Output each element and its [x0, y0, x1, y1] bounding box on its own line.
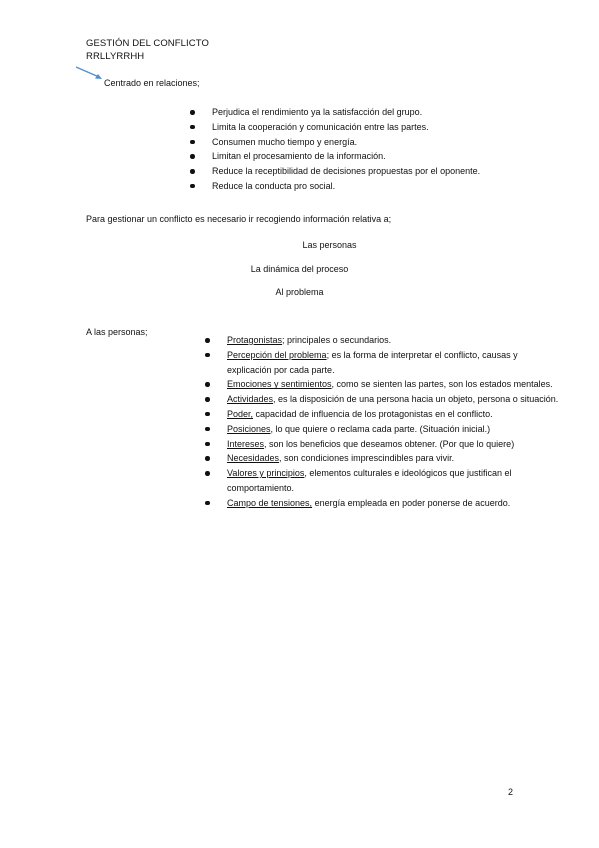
header-title: GESTIÓN DEL CONFLICTO — [86, 38, 209, 49]
list-item: Reduce la receptibilidad de decisiones propuestas por el oponente. — [188, 164, 548, 179]
section1-label: Centrado en relaciones; — [104, 78, 200, 88]
term: Percepción del problema — [227, 349, 327, 360]
definition: , son los beneficios que deseamos obtener. (Por que lo quiere) — [264, 438, 515, 449]
list-item — [203, 437, 563, 452]
header-subtitle: RRLLYRRHH — [86, 51, 145, 62]
definition: , lo que quiere o reclama cada parte. (Situación inicial.) — [270, 423, 491, 434]
definition: capacidad de influencia de los protagonistas en el conflicto. — [253, 408, 493, 419]
list-item: Perjudica el rendimiento ya la satisfacción del grupo. — [188, 105, 548, 120]
list-item: Limitan el procesamiento de la información. — [188, 149, 548, 164]
section1-bullet-list — [188, 105, 548, 194]
arrow-icon — [75, 66, 105, 82]
intro-paragraph: Para gestionar un conflicto es necesario ir recogiendo información relativa a; — [86, 214, 392, 224]
term: Necesidades — [227, 453, 280, 464]
list-item — [203, 451, 563, 466]
list-item — [203, 348, 563, 378]
centered-item-dinamica: La dinámica del proceso — [250, 264, 349, 274]
term: Valores y principios — [227, 468, 305, 479]
definition: energía empleada en poder ponerse de acuerdo. — [312, 497, 511, 508]
term: Intereses — [227, 438, 265, 449]
list-item — [203, 422, 563, 437]
list-item: Consumen mucho tiempo y energía. — [188, 135, 548, 150]
list-item — [203, 392, 563, 407]
term: Posiciones — [227, 423, 271, 434]
list-item — [203, 496, 563, 511]
list-item — [203, 377, 563, 392]
centered-item-problema: Al problema — [275, 287, 324, 297]
centered-item-personas: Las personas — [302, 240, 357, 250]
definition: , son condiciones imprescindibles para vivir. — [279, 453, 455, 464]
term: Actividades — [227, 394, 274, 405]
term: Emociones y sentimientos — [227, 379, 332, 390]
term: Protagonistas — [227, 335, 283, 345]
definition: ; principales o secundarios. — [282, 335, 392, 345]
list-item: Reduce la conducta pro social. — [188, 179, 548, 194]
list-item — [203, 407, 563, 422]
term: Poder, — [227, 408, 254, 419]
definition: , como se sienten las partes, son los estados mentales. — [331, 379, 553, 390]
list-item — [203, 466, 563, 496]
section2-bullet-list — [203, 333, 563, 511]
definition: , elementos culturales e ideológicos que justifican el comportamiento. — [227, 468, 512, 493]
definition: ; es la forma de interpretar el conflicto, causas y explicación por cada parte. — [227, 349, 518, 375]
term: Campo de tensiones, — [227, 497, 313, 508]
page-number: 2 — [508, 787, 514, 797]
list-item: Limita la cooperación y comunicación entre las partes. — [188, 120, 548, 135]
definition: , es la disposición de una persona hacia un objeto, persona o situación. — [273, 394, 559, 405]
list-item — [203, 333, 563, 348]
section2-label: A las personas; — [86, 327, 148, 337]
